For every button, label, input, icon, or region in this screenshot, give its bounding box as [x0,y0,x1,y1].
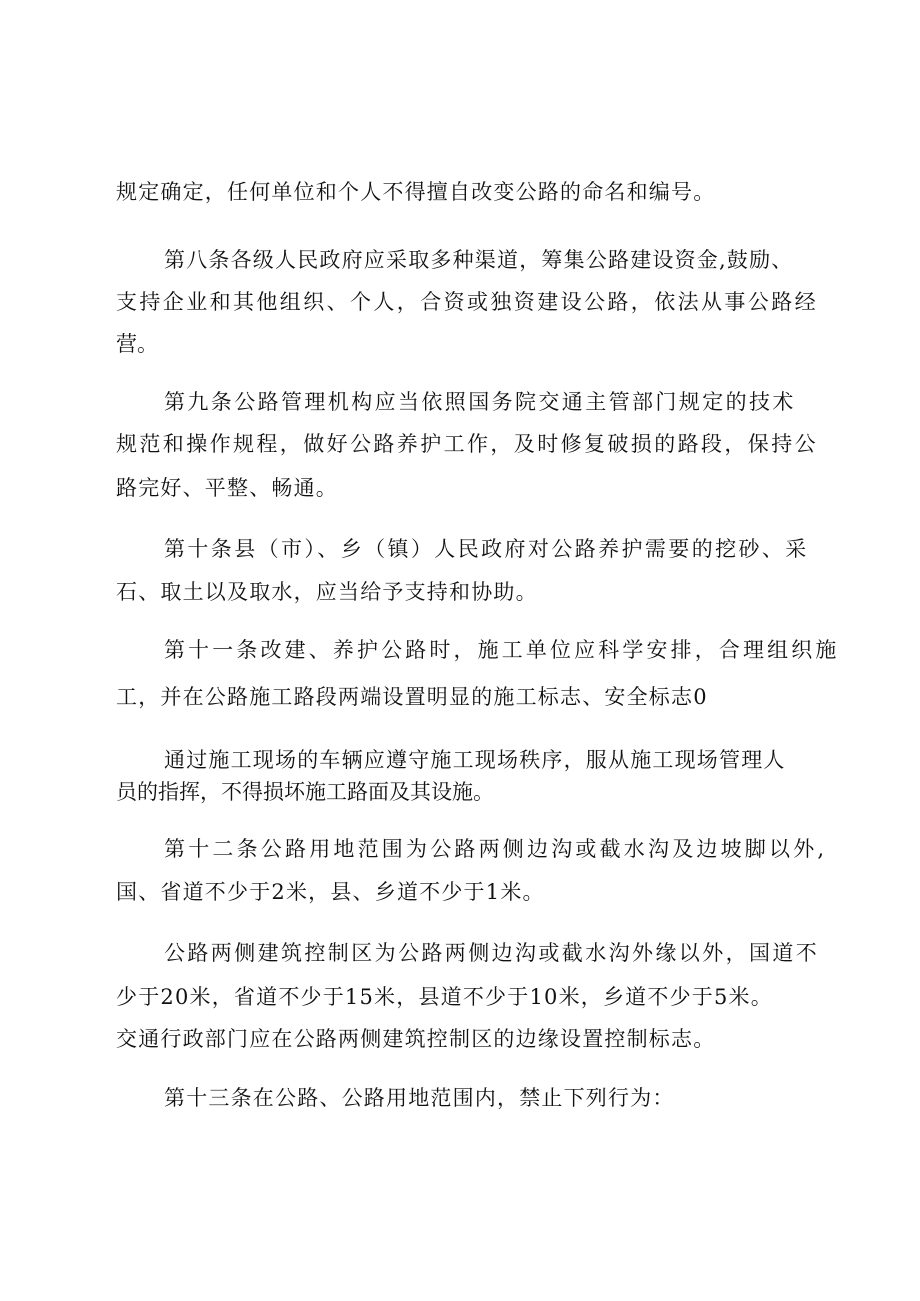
paragraph-line: 国、省道不少于2米，县、乡道不少于1米。 [116,880,545,904]
paragraph-line: 第九条公路管理机构应当依照国务院交通主管部门规定的技术 [164,390,796,414]
paragraph-line: 工，并在公路施工路段两端设置明显的施工标志、安全标志0 [116,685,708,709]
paragraph-line: 第十一条改建、养护公路时，施工单位应科学安排，合理组织施 [164,638,840,662]
paragraph-line: 营。 [116,332,158,356]
paragraph-line: 第十三条在公路、公路用地范围内，禁止下列行为： [164,1086,675,1110]
paragraph-line: 少于20米，省道不少于15米，县道不少于10米，乡道不少于5米。 [116,985,773,1009]
paragraph-line: 规定确定，任何单位和个人不得擅自改变公路的命名和编号。 [116,180,716,204]
paragraph-line: 第八条各级人民政府应采取多种渠道，筹集公路建设资金,鼓励、 [164,248,794,272]
paragraph-line: 支持企业和其他组织、个人，合资或独资建设公路，依法从事公路经 [116,290,818,314]
paragraph-line: 公路两侧建筑控制区为公路两侧边沟或截水沟外缘以外，国道不 [164,941,820,965]
paragraph-line: 第十条县（市）、乡（镇）人民政府对公路养护需要的挖砂、采 [164,537,809,561]
paragraph-line: 第十二条公路用地范围为公路两侧边沟或截水沟及边坡脚以外, [164,837,828,861]
paragraph-line: 通过施工现场的车辆应遵守施工现场秩序，服从施工现场管理人 [164,748,786,772]
paragraph-line: 交通行政部门应在公路两侧建筑控制区的边缘设置控制标志。 [116,1027,716,1051]
paragraph-line: 石、取土以及取水，应当给予支持和协助。 [116,580,538,604]
paragraph-line: 规范和操作规程，做好公路养护工作，及时修复破损的路段，保持公 [116,432,818,456]
paragraph-line: 路完好、平整、畅通。 [116,476,338,500]
paragraph-line: 员的指挥，不得损坏施工路面及其设施。 [116,780,494,804]
